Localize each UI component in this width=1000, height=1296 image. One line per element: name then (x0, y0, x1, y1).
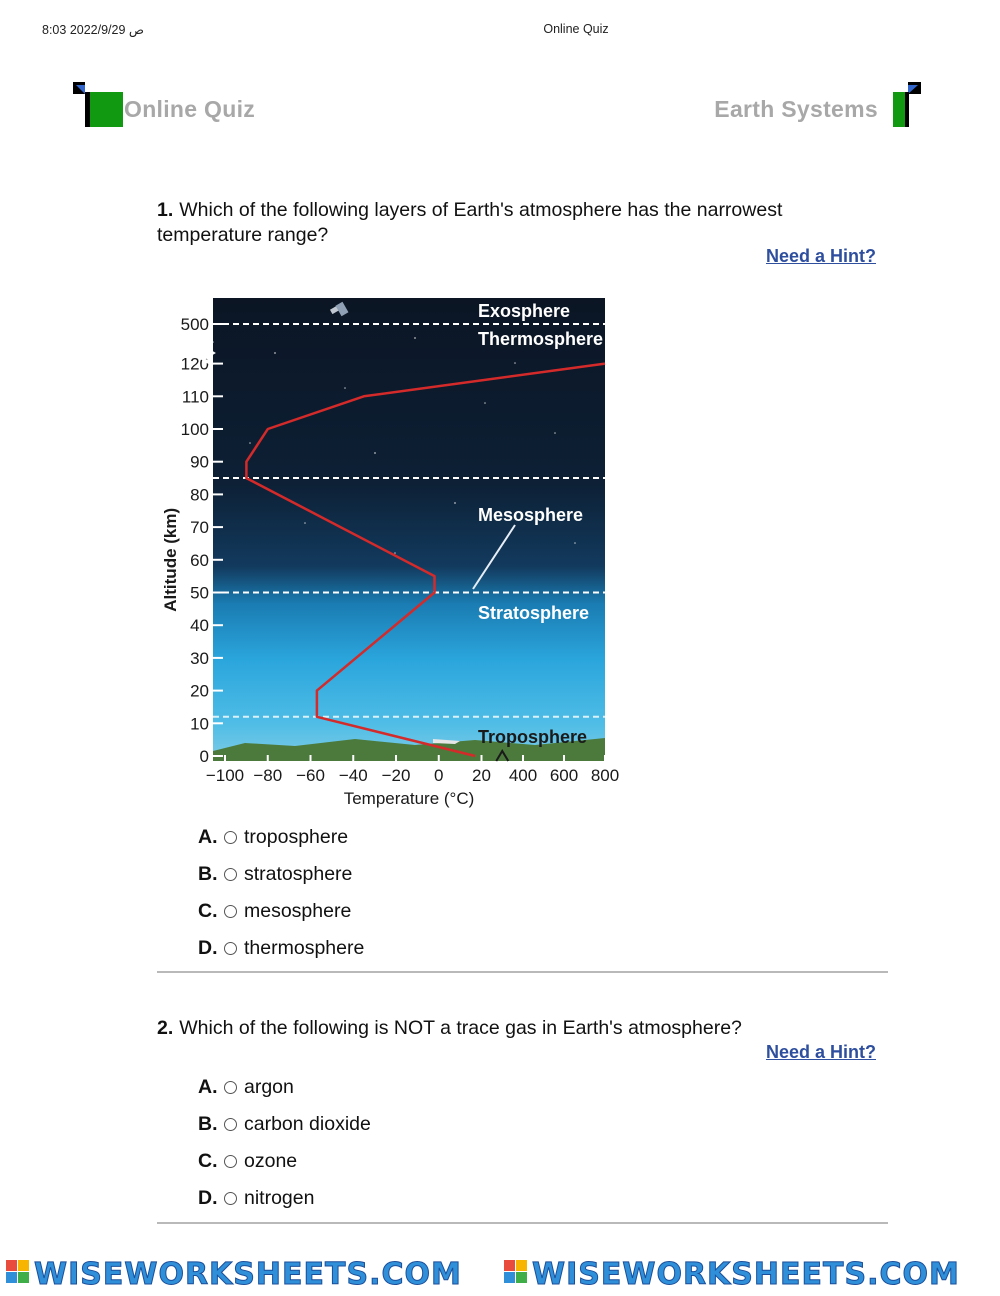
y-tick-label: 60 (190, 551, 209, 570)
option-letter: D. (198, 937, 224, 960)
y-tick-label: 20 (190, 682, 209, 701)
x-tick-label: 800 (591, 766, 619, 785)
q1-option-c[interactable] (198, 898, 364, 924)
wiseworksheets-watermark (0, 1254, 1000, 1291)
q1-option-a[interactable] (198, 824, 364, 850)
q2-option-d[interactable] (198, 1185, 371, 1211)
q1-option-b[interactable] (198, 861, 364, 887)
question-divider (157, 971, 888, 973)
option-label: argon (244, 1076, 294, 1099)
x-tick-label: −80 (253, 766, 282, 785)
y-tick-label: 40 (190, 616, 209, 635)
option-label: nitrogen (244, 1187, 314, 1210)
q2-option-c[interactable] (198, 1148, 371, 1174)
question-2-options (198, 1074, 371, 1211)
option-letter: C. (198, 900, 224, 923)
q1-option-b-radio[interactable] (224, 868, 237, 881)
option-label: troposphere (244, 826, 348, 849)
layer-label: Thermosphere (478, 329, 603, 349)
y-axis-break-mark (203, 341, 213, 365)
y-tick-label: 100 (181, 420, 209, 439)
option-letter: A. (198, 826, 224, 849)
y-tick-label: 120 (181, 355, 209, 374)
option-label: ozone (244, 1150, 297, 1173)
question-divider-2 (157, 1222, 888, 1224)
x-axis-title: Temperature (°C) (344, 789, 475, 808)
atmosphere-chart (155, 293, 630, 813)
q1-option-d[interactable] (198, 935, 364, 961)
x-tick-label: 600 (550, 766, 578, 785)
option-label: thermosphere (244, 937, 364, 960)
x-tick-label: 400 (509, 766, 537, 785)
y-tick-label: 500 (181, 315, 209, 334)
q1-option-a-radio[interactable] (224, 831, 237, 844)
question-2-text (157, 1016, 877, 1041)
layer-label: Troposphere (478, 727, 587, 747)
x-tick-label: −100 (206, 766, 244, 785)
q2-option-b-radio[interactable] (224, 1118, 237, 1131)
q2-option-a[interactable] (198, 1074, 371, 1100)
option-letter: B. (198, 1113, 224, 1136)
question-2-hint-link[interactable]: Need a Hint? (766, 1042, 876, 1063)
q2-option-a-radio[interactable] (224, 1081, 237, 1094)
y-tick-label: 10 (190, 714, 209, 733)
question-1-options (198, 824, 364, 961)
y-tick-label: 90 (190, 453, 209, 472)
layer-label: Exosphere (478, 301, 570, 321)
svg-text:WISEWORKSHEETS.COM: WISEWORKSHEETS.COM (34, 1257, 462, 1291)
watermark-logo-icon (6, 1260, 29, 1283)
option-label: carbon dioxide (244, 1113, 371, 1136)
q2-option-b[interactable] (198, 1111, 371, 1137)
q1-option-d-radio[interactable] (224, 942, 237, 955)
banner-left-logo-icon (73, 82, 125, 128)
question-1-prompt: Which of the following layers of Earth's atmosphere has the narrowest temperature range? (157, 199, 782, 246)
option-letter: A. (198, 1076, 224, 1099)
option-letter: D. (198, 1187, 224, 1210)
banner-right-title: Earth Systems (714, 96, 878, 123)
watermark-logo-icon-2 (504, 1260, 527, 1283)
x-tick-label: 20 (472, 766, 491, 785)
q2-option-c-radio[interactable] (224, 1155, 237, 1168)
x-tick-label: 0 (434, 766, 443, 785)
banner-right-logo-icon (890, 82, 924, 128)
question-1-text (157, 198, 877, 248)
option-label: mesosphere (244, 900, 351, 923)
x-tick-label: −60 (296, 766, 325, 785)
option-letter: C. (198, 1150, 224, 1173)
q1-option-c-radio[interactable] (224, 905, 237, 918)
watermark-strip (0, 1254, 1000, 1291)
question-2-prompt: Which of the following is NOT a trace gas in Earth's atmosphere? (179, 1017, 742, 1039)
print-title: Online Quiz (0, 22, 1000, 36)
y-tick-label: 110 (182, 387, 209, 406)
y-tick-label: 50 (190, 584, 209, 603)
question-1-hint-link[interactable]: Need a Hint? (766, 246, 876, 267)
banner-left-title: Online Quiz (124, 96, 255, 123)
svg-text:WISEWORKSHEETS.COM: WISEWORKSHEETS.COM (532, 1257, 960, 1291)
question-2-number: 2. (157, 1017, 173, 1039)
chart-sky-background (213, 298, 605, 761)
y-tick-label: 80 (190, 485, 209, 504)
layer-label: Mesosphere (478, 505, 583, 525)
q2-option-d-radio[interactable] (224, 1192, 237, 1205)
option-label: stratosphere (244, 863, 352, 886)
y-tick-label: 0 (200, 747, 209, 766)
print-datetime: 8:03 ص 2022/9/29 (42, 22, 144, 37)
x-tick-label: −20 (382, 766, 411, 785)
x-tick-label: −40 (339, 766, 368, 785)
y-tick-label: 70 (190, 518, 209, 537)
y-tick-label: 30 (190, 649, 209, 668)
question-1-number: 1. (157, 199, 173, 221)
layer-label: Stratosphere (478, 603, 589, 623)
option-letter: B. (198, 863, 224, 886)
y-axis-title: Altitude (km) (161, 508, 180, 612)
